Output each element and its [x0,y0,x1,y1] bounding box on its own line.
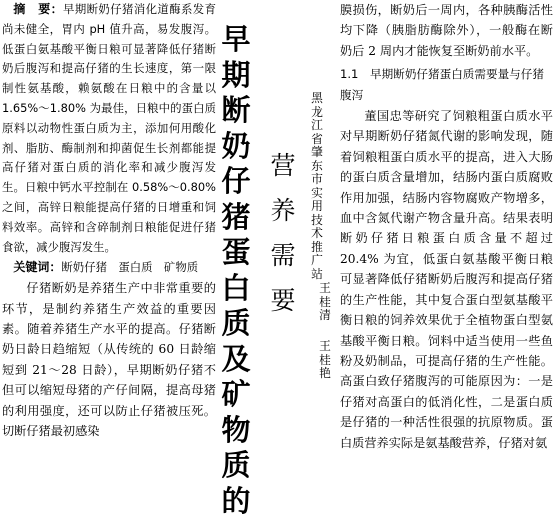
title-char: 蛋 [217,235,255,271]
subtitle-char: 需 [262,233,304,278]
section-paragraph: 董国忠等研究了饲粮粗蛋白质水平对早期断奶仔猪氮代谢的影响发现，随着饲粮粗蛋白质水平的提高，进入大肠的蛋白质含量增加，结肠内蛋白质腐败作用加强，结肠内容物腐败产物增多，血中含氮代谢产物含量升高。结果表明断奶仔猪日粮蛋白质含量不超过 20.4% 为宜，低蛋白氨基酸平衡日粮可显著降低仔猪断奶后腹泻和提高仔猪的生产性能，其中复合蛋白型氨基酸平衡日粮的饲养效果优于全植物蛋白型氨基酸平衡日粮。饲料中适当使用一些鱼粉及奶制品，可提高仔猪的生产性能。高蛋白致仔猪腹泻的可能原因为：一是仔猪对高蛋白的低消化性，二是蛋白质是仔猪的一种活性很强的抗原物质。蛋白质营养实际是氨基酸营养，仔猪对氨 [340,106,553,453]
intro-paragraph: 仔猪断奶是养猪生产中非常重要的环节，是制约养猪生产效益的重要因素。随着养猪生产水平的提高。仔猪断奶日龄日趋缩短（从传统的 60 日龄缩短到 21～28 日龄），早期断奶仔猪不但可以缩短母猪的产仔间隔，提高母猪的利用强度，还可以防止仔猪被压死。切断仔猪最初感染 [2,278,216,441]
title-char: 期 [217,58,255,94]
abstract-label: 摘 要： [13,2,63,16]
title-char: 质 [217,448,255,484]
title-char: 猪 [217,200,255,236]
section-heading: 1.1 早期断奶仔猪蛋白质需要量与仔猪腹泻 [340,64,553,105]
abstract-text: 早期断奶仔猪消化道酶系发育尚未健全，胃内 pH 值升高，易发腹泻。低蛋白氨基酸平衡日粮可显著降低仔猪断奶后腹泻和提高仔猪的生长速度，第一限制性氨基酸，赖氨酸在日粮中的含量以 1.65%～1.80% 为最佳，日粮中的蛋白质原料以动物性蛋白质为主，添加何用酸化剂、脂肪、酶制剂和抑菌促生长剂都能提高仔猪对蛋白质的消化率和减少腹泻发生。日粮中钙水平控制在 0.58%～0.80% 之间，高锌日粮能提高仔猪的日增重和饲料效率。高锌和含碎制剂日粮能促进仔猪食欲，减少腹泻发生。 [2,2,216,254]
subtitle-char: 养 [262,188,304,233]
title-char: 仔 [217,164,255,200]
abstract [2,0,216,257]
subtitle-char: 要 [262,278,304,323]
continuation-paragraph: 膜损伤，断奶后一周内，各种胰酶活性均下降（胰脂肪酶除外），一般酶在断奶后 2 周内才能恢复至断奶前水平。 [340,0,553,61]
right-column [340,0,553,453]
author-name: 王桂艳 [318,340,332,381]
author-name: 王桂清 [318,282,332,323]
title-char: 早 [217,22,255,58]
article-title [217,22,255,519]
subtitle-char: 营 [262,143,304,188]
title-char: 矿 [217,377,255,413]
title-char: 断 [217,93,255,129]
keywords-label: 关键词： [13,260,61,274]
title-char: 及 [217,342,255,378]
title-char: 奶 [217,129,255,165]
author-affiliation: 黑龙江省肇东市实用技术推广站 [310,92,324,281]
keywords [2,258,216,278]
left-column [2,0,216,441]
article-subtitle [262,143,304,323]
keywords-text: 断奶仔猪 蛋白质 矿物质 [61,260,198,274]
title-char: 的 [217,484,255,519]
title-char: 白 [217,271,255,307]
title-char: 质 [217,306,255,342]
title-char: 物 [217,413,255,449]
